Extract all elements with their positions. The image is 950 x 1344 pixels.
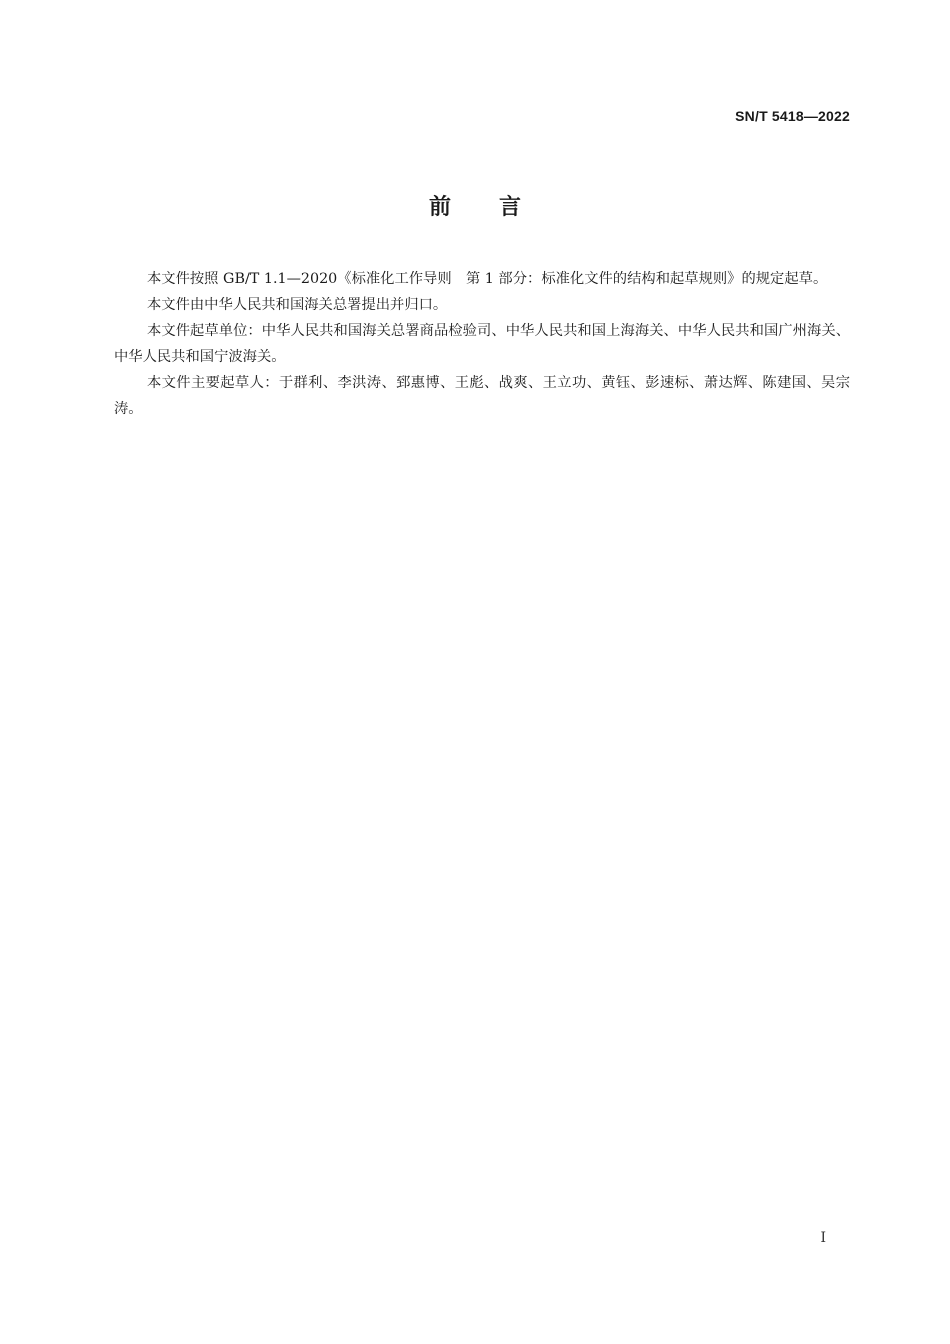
foreword-body	[114, 266, 850, 422]
paragraph-proposer: 本文件由中华人民共和国海关总署提出并归口。	[147, 297, 448, 313]
paragraph-drafting-rules: 本文件按照 GB/T 1.1—2020《标准化工作导则 第 1 部分：标准化文件的结构和起草规则》的规定起草。	[147, 271, 828, 287]
page-title: 前言	[428, 195, 569, 220]
standard-number: SN/T 5418—2022	[735, 108, 850, 124]
paragraph-drafting-units: 本文件起草单位：中华人民共和国海关总署商品检验司、中华人民共和国上海海关、中华人民共和国广州海关、中华人民共和国宁波海关。	[114, 323, 850, 365]
page-number: I	[820, 1230, 826, 1246]
paragraph-drafters: 本文件主要起草人：于群利、李洪涛、郅惠博、王彪、战爽、王立功、黄钰、彭速标、萧达辉、陈建国、吴宗涛。	[114, 375, 850, 417]
